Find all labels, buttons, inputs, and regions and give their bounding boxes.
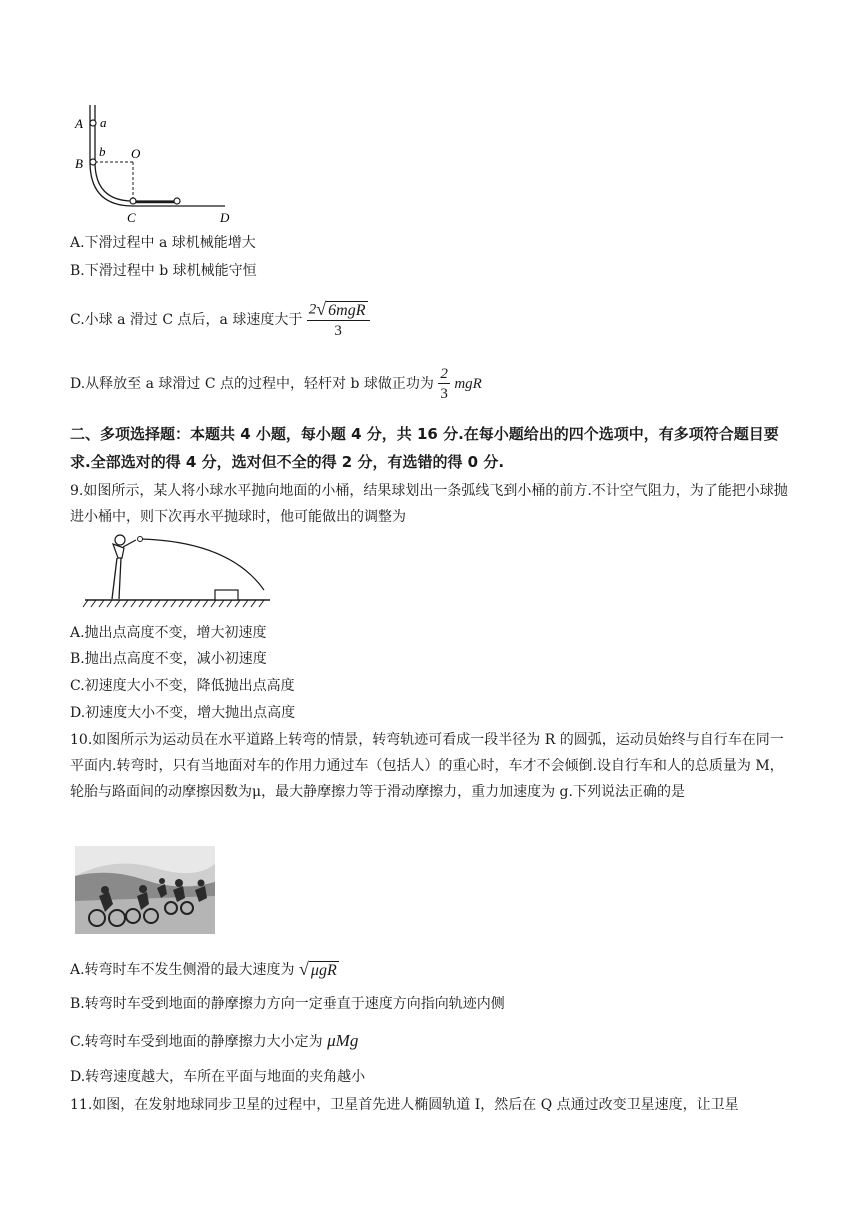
- q8-option-d-text: D.从释放至 a 球滑过 C 点的过程中，轻杆对 b 球做正功为: [70, 376, 434, 392]
- bucket: [215, 590, 238, 600]
- q10-option-a-text: A.转弯时车不发生侧滑的最大速度为: [70, 962, 295, 978]
- label-C: C: [127, 210, 136, 225]
- label-b: b: [99, 144, 106, 159]
- q8-option-d-den: 3: [440, 386, 448, 402]
- q10-option-b: B.转弯时车受到地面的静摩擦力方向一定垂直于速度方向指向轨迹内侧: [70, 996, 505, 1012]
- q8-option-d-num: 2: [440, 366, 448, 382]
- q8-option-d-fraction: [438, 366, 450, 402]
- q8-option-c: [70, 296, 370, 344]
- label-O: O: [131, 146, 141, 161]
- label-a: a: [100, 115, 107, 130]
- q10-stem: 10.如图所示为运动员在水平道路上转弯的情景，转弯轨迹可看成一段半径为 R 的圆弧，运动员始终与自行车在同一平面内.转弯时，只有当地面对车的作用力通过车（包括人）的重心时，车才不会倾倒.设自行车和人的总质量为 M，轮胎与路面间的动摩擦因数为μ，最大静摩擦力等于滑动摩擦力，重力加速度为 g.下列说法正确的是: [70, 732, 784, 800]
- ball-a: [90, 120, 96, 126]
- q8-option-a: A.下滑过程中 a 球机械能增大: [70, 235, 256, 251]
- track-figure: [70, 100, 240, 230]
- q9-option-a: A.抛出点高度不变，增大初速度: [70, 625, 267, 641]
- q11-stem: 11.如图，在发射地球同步卫星的过程中，卫星首先进人椭圆轨道 I，然后在 Q 点通过改变卫星速度，让卫星: [70, 1097, 739, 1113]
- q10-option-c-text: C.转弯时车受到地面的静摩擦力大小定为: [70, 1034, 323, 1050]
- q8-option-c-text: C.小球 a 滑过 C 点后，a 球速度大于: [70, 312, 303, 328]
- label-A: A: [75, 116, 83, 131]
- q9-option-c: C.初速度大小不变，降低抛出点高度: [70, 678, 295, 694]
- ball-c: [130, 198, 136, 204]
- q8-option-c-fraction: $\frac{\text{2√ 6mgR}}{3}$: [307, 301, 370, 339]
- label-D: D: [220, 210, 230, 225]
- q8-option-d: [70, 362, 482, 406]
- q8-option-c-radicand: 6mgR: [328, 302, 366, 319]
- q10-option-a-radicand: μgR: [310, 962, 337, 979]
- q9-option-d: D.初速度大小不变，增大抛出点高度: [70, 705, 296, 721]
- q8-option-d-tail: mgR: [454, 376, 482, 392]
- q10-option-a: A.转弯时车不发生侧滑的最大速度为 √ μgR: [70, 959, 337, 979]
- q10-option-c-expr: μMg: [327, 1031, 359, 1050]
- q8-option-c-coef: 2: [308, 301, 317, 318]
- label-B: B: [75, 156, 83, 171]
- q8-option-c-den: 3: [334, 323, 342, 339]
- section2-heading: 二、多项选择题：本题共 4 小题，每小题 4 分，共 16 分.在每小题给出的四个选项中，有多项符合题目要求.全部选对的得 4 分，选对但不全的得 2 分，有选错的得 0 分.: [70, 425, 779, 471]
- q10-option-d: D.转弯速度越大，车所在平面与地面的夹角越小: [70, 1069, 366, 1085]
- q10-option-c: [70, 1030, 358, 1053]
- q9-stem: 9.如图所示，某人将小球水平抛向地面的小桶，结果球划出一条弧线飞到小桶的前方.不计空气阻力，为了能把小球抛进小桶中，则下次再水平抛球时，他可能做出的调整为: [70, 483, 788, 525]
- cyclists-photo: [75, 846, 215, 934]
- q8-option-b: B.下滑过程中 b 球机械能守恒: [70, 263, 257, 279]
- ball-rod-end: [174, 198, 180, 204]
- ball-b: [90, 159, 96, 165]
- q9-option-b: B.抛出点高度不变，减小初速度: [70, 651, 267, 667]
- throw-figure: [80, 530, 280, 615]
